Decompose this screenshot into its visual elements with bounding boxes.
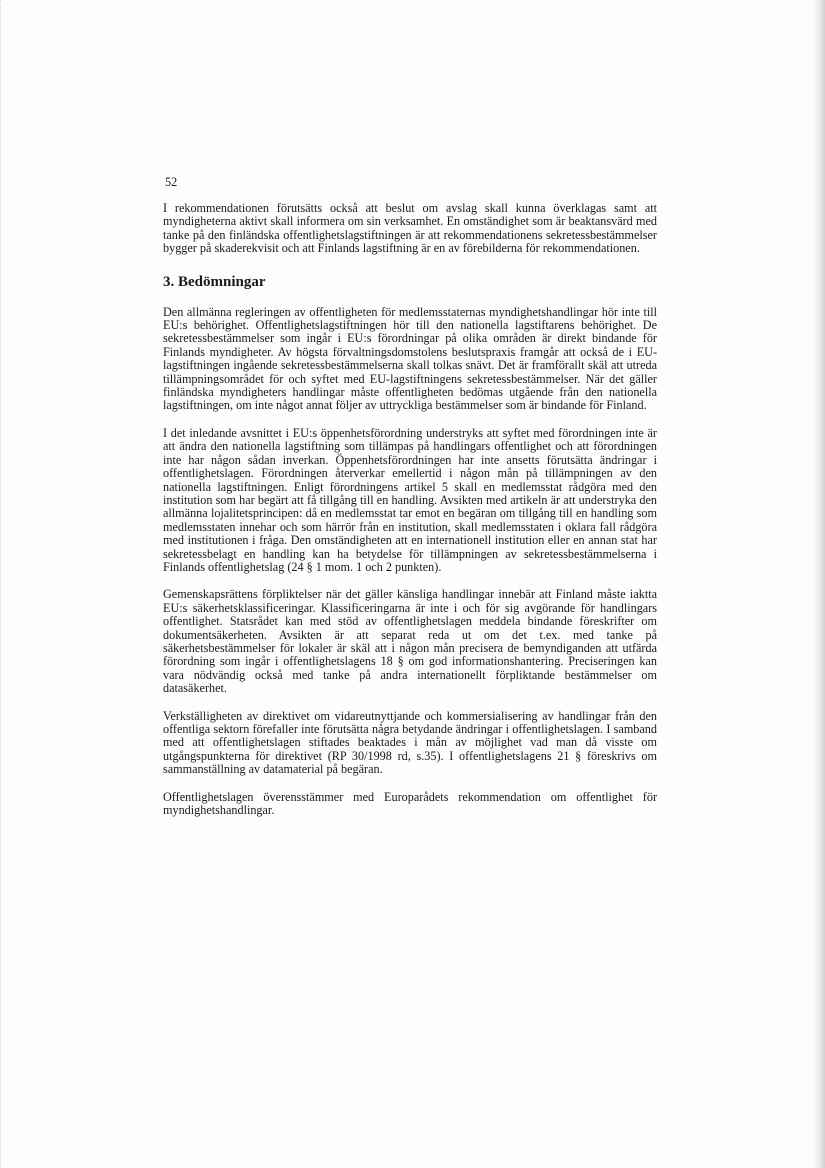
section-paragraph-1: Den allmänna regleringen av offentligheten för medlemsstaternas myndighetshandlingar hör inte till EU:s behörighet. Offentlighetslagstiftningen hör till den nationella lagstiftarens behörighet. De sekretessbestämmelser som ingår i EU:s förordningar på olika områden är direkt bindande för Finlands myndigheter. Av högsta förvaltningsdomstolens beslutspraxis framgår att också de i EU-lagstiftningen ingående sekretessbestämmelserna skall tolkas snävt. Det är framförallt skäl att utreda tillämpningsområdet för och syftet med EU-lagstiftningens sekretessbestämmelser. När det gäller finländska myndigheters handlingar måste offentligheten bedömas utgående från den nationella lagstiftningen, om inte något annat följer av uttryckliga bestämmelser som är bindande för Finland. [163, 304, 657, 413]
section-paragraph-3: Gemenskapsrättens förpliktelser när det gäller känsliga handlingar innebär att Finland måste iaktta EU:s säkerhetsklassificeringar. Klassificeringarna är inte i och för sig avgörande för handlingars offentlighet. Statsrådet kan med stöd av offentlighetslagen meddela bindande föreskrifter om dokumentsäkerheten. Avsikten är att separat reda ut om det t.ex. med tanke på säkerhetsbestämmelser för lokaler är skäl att i någon mån precisera de bemyndiganden att utfärda förordning som ingår i offentlighetslagens 18 § om god informationshantering. Preciseringen kan vara nödvändig också med tanke på andra internationellt förpliktande bestämmelser om datasäkerhet. [163, 587, 657, 696]
page-left-edge [0, 0, 4, 1168]
intro-paragraph: I rekommendationen förutsätts också att beslut om avslag skall kunna överklagas samt att myndigheterna aktivt skall informera om sin verksamhet. En omständighet som är beaktansvärd med tanke på den finländska offentlighetslagstiftningen är att rekommendationens sekretessbestämmelser bygger på skaderekvisit och att Finlands lagstiftning är en av förebilderna för rekommendationen. [163, 201, 657, 256]
section-heading: 3. Bedömningar [163, 273, 266, 290]
page-content [163, 176, 657, 831]
section-paragraph-2: I det inledande avsnittet i EU:s öppenhetsförordning understryks att syftet med förordningen inte är att ändra den nationella lagstiftning som tillämpas på handlingars offentlighet och att förordningen inte har någon sådan inverkan. Öppenhetsförordningen har inte ansetts förutsätta ändringar i offentlighetslagen. Förordningen återverkar emellertid i någon mån på tillämpningen av den nationella lagstiftningen. Enligt förordningens artikel 5 skall en medlemsstat rådgöra med den institution som har begärt att få tillgång till en handling. Avsikten med artikeln är att understryka den allmänna lojalitetsprincipen: då en medlemsstat tar emot en begäran om tillgång till en handling som medlemsstaten innehar och som härrör från en institution, skall medlemsstaten i oklara fall rådgöra med institutionen i fråga. Den omständigheten att en internationell institution eller en annan stat har sekretessbelagt en handling kan ha betydelse för tillämpningen av sekretessbestämmelserna i Finlands offentlighetslag (24 § 1 mom. 1 och 2 punkten). [163, 425, 657, 574]
section-paragraph-4: Verkställigheten av direktivet om vidareutnyttjande och kommersialisering av handlingar från den offentliga sektorn förefaller inte förutsätta några betydande ändringar i offentlighetslagen. I samband med att offentlighetslagen stiftades beaktades i mån av möjlighet vad man då visste om utgångspunkterna för direktivet (RP 30/1998 rd, s.35). I offentlighetslagens 21 § föreskrivs om sammanställning av datamaterial på begäran. [163, 708, 657, 777]
page-number: 52 [165, 175, 178, 189]
section-paragraph-5: Offentlighetslagen överensstämmer med Europarådets rekommendation om offentlighet för myndighetshandlingar. [163, 789, 657, 818]
page-right-edge-shadow [813, 0, 825, 1168]
